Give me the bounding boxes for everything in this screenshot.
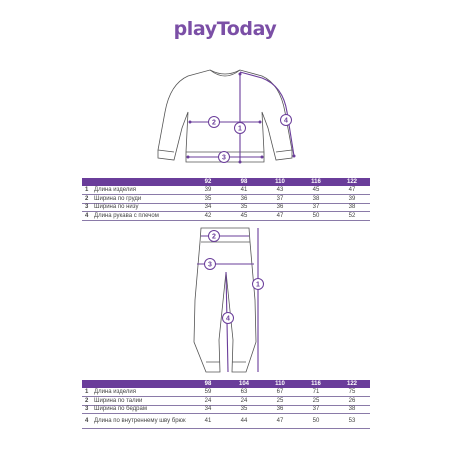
svg-text:1: 1: [256, 281, 260, 289]
pants-size-table: [82, 380, 370, 429]
table-row: 4 Длина рукава с плечом 42 45 47 50 52: [82, 212, 370, 221]
svg-text:1: 1: [238, 125, 242, 133]
brand-logo: playToday: [173, 18, 277, 40]
svg-text:3: 3: [222, 154, 226, 162]
sweatshirt-collar: [210, 70, 240, 76]
sweatshirt-size-table: [82, 178, 370, 221]
svg-text:2: 2: [212, 119, 216, 127]
table-row: 3 Ширина по бедрам 34 35 36 37 38: [82, 405, 370, 414]
table-header: [82, 178, 370, 186]
svg-text:2: 2: [212, 233, 216, 241]
size-col: 122: [334, 380, 370, 388]
size-col: 92: [190, 178, 226, 186]
size-col: 98: [226, 178, 262, 186]
pants-outline: [194, 228, 256, 372]
size-col: 116: [298, 178, 334, 186]
table-header: [82, 380, 370, 388]
table-row: 2 Ширина по талии 24 24 25 25 26: [82, 397, 370, 406]
svg-text:4: 4: [284, 117, 288, 125]
table-row: 4 Длина по внутреннему шву брюк 41 44 47 50 53: [82, 414, 370, 429]
size-col: 122: [334, 178, 370, 186]
table-row: 1 Длина изделия 59 63 67 71 75: [82, 388, 370, 397]
size-col: 104: [226, 380, 262, 388]
svg-text:3: 3: [208, 261, 212, 269]
pants-diagram: [194, 228, 256, 372]
size-col: 98: [190, 380, 226, 388]
size-col: 116: [298, 380, 334, 388]
sleeve-line: [240, 72, 294, 156]
table-row: 1 Длина изделия 39 41 43 45 47: [82, 186, 370, 195]
table-row: 3 Ширина по низу 34 35 36 37 38: [82, 203, 370, 212]
size-col: 110: [262, 380, 298, 388]
svg-text:4: 4: [226, 315, 230, 323]
table-row: 2 Ширина по груди 35 36 37 38 39: [82, 195, 370, 204]
size-col: 110: [262, 178, 298, 186]
